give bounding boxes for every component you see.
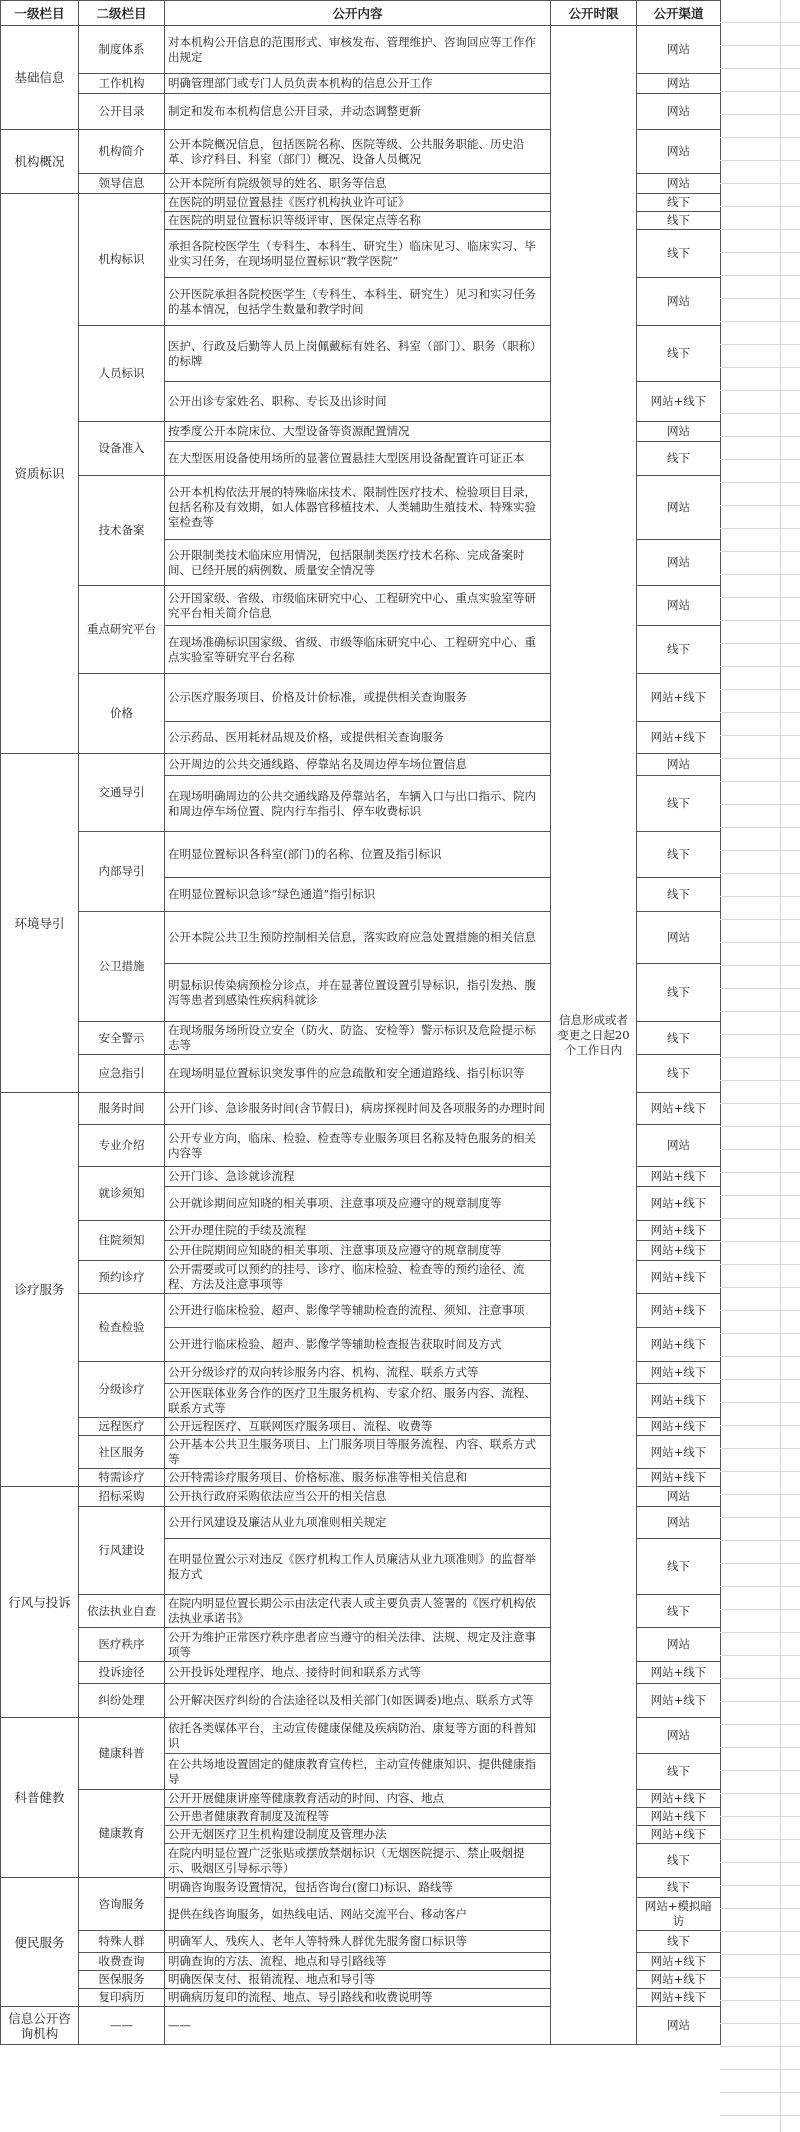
level2-cell: 就诊须知 [79,1167,165,1221]
content-cell: 公开就诊期间应知晓的相关事项、注意事项及应遵守的规章制度等 [165,1187,551,1221]
level2-cell: 交通导引 [79,754,165,832]
content-cell: 在医院的明显位置悬挂《医疗机构执业许可证》 [165,194,551,212]
channel-cell: 网站+线下 [637,1971,721,1989]
content-cell: 公开为维护正常医疗秩序患者应当遵守的相关法律、法规、规定及注意事项等 [165,1628,551,1662]
channel-cell: 网站+线下 [637,1241,721,1261]
content-cell: 公开本机构依法开展的特殊临床技术、限制性医疗技术、检验项目目录，包括名称及有效期，如人体器官移植技术、人类辅助生殖技术、特殊实验室检查等 [165,476,551,540]
level2-cell: 机构简介 [79,130,165,174]
content-cell: 在明显位置标识各科室(部门)的名称、位置及指引标识 [165,832,551,878]
channel-cell: 线下 [637,326,721,382]
header-timing: 公开时限 [551,1,637,26]
channel-cell: 网站 [637,1507,721,1539]
channel-cell: 网站 [637,586,721,626]
channel-cell: 线下 [637,212,721,230]
level2-cell: 检查检验 [79,1294,165,1362]
channel-cell: 线下 [637,1595,721,1628]
level2-cell: 收费查询 [79,1953,165,1971]
content-cell: 在公共场地设置固定的健康教育宣传栏，主动宣传健康知识、提供健康指导 [165,1754,551,1790]
level2-cell: 健康科普 [79,1718,165,1790]
content-cell: 对本机构公开信息的范围形式、审核发布、管理维护、咨询回应等工作作出规定 [165,26,551,74]
content-cell: 提供在线咨询服务，如热线电话、网站交流平台、移动客户 [165,1898,551,1931]
content-cell: 按季度公开本院床位、大型设备等资源配置情况 [165,422,551,442]
level2-cell: 安全警示 [79,1022,165,1055]
channel-cell: 网站 [637,422,721,442]
level2-cell: 住院须知 [79,1221,165,1261]
channel-cell: 网站 [637,754,721,776]
level2-cell: 技术备案 [79,476,165,586]
content-cell: 在院内明显位置长期公示由法定代表人或主要负责人签署的《医疗机构依法执业承诺书》 [165,1595,551,1628]
content-cell: 公开远程医疗、互联网医疗服务项目、流程、收费等 [165,1418,551,1436]
level2-cell: 专业介绍 [79,1125,165,1167]
content-cell: 在大型医用设备使用场所的显著位置悬挂大型医用设备配置许可证正本 [165,442,551,476]
level2-cell: 纠纷处理 [79,1684,165,1718]
level2-cell: 行风建设 [79,1507,165,1595]
channel-cell: 网站 [637,74,721,94]
content-cell: 在现场明确周边的公共交通线路及停靠站名，车辆入口与出口指示、院内和周边停车场位置、院内行车指引、停车收费标识 [165,776,551,832]
content-cell: 公开行风建设及廉洁从业九项准则相关规定 [165,1507,551,1539]
channel-cell: 线下 [637,964,721,1022]
content-cell: 公开本院公共卫生预防控制相关信息，落实政府应急处置措施的相关信息 [165,912,551,964]
content-cell: 公开医院承担各院校医学生（专科生、本科生、研究生）见习和实习任务的基本情况，包括学生数量和教学时间 [165,278,551,326]
level2-cell: 公卫措施 [79,912,165,1022]
content-cell: 公开专业方向，临床、检验、检查等专业服务项目名称及特色服务的相关内容等 [165,1125,551,1167]
level2-cell: 公开目录 [79,94,165,130]
channel-cell: 网站 [637,1718,721,1754]
content-cell: 公开进行临床检验、超声、影像学等辅助检查的流程、须知、注意事项 [165,1294,551,1328]
channel-cell: 网站+线下 [637,1328,721,1362]
content-cell: 公开办理住院的手续及流程 [165,1221,551,1241]
level2-cell: 复印病历 [79,1989,165,2007]
content-cell: 明确咨询服务设置情况，包括咨询台(窗口)标识、路线等 [165,1878,551,1898]
channel-cell: 网站 [637,26,721,74]
channel-cell: 网站+线下 [637,1436,721,1469]
level2-cell: 内部导引 [79,832,165,912]
channel-cell: 网站+线下 [637,1362,721,1384]
level2-cell: 制度体系 [79,26,165,74]
level2-cell: 预约诊疗 [79,1261,165,1294]
channel-cell: 线下 [637,1055,721,1093]
channel-cell: 线下 [637,1878,721,1898]
channel-cell: 网站+线下 [637,1826,721,1844]
channel-cell: 线下 [637,626,721,674]
level2-cell: 领导信息 [79,174,165,194]
content-cell: 公开进行临床检验、超声、影像学等辅助检查报告获取时间及方式 [165,1328,551,1362]
channel-cell: 网站+线下 [637,1187,721,1221]
channel-cell: 线下 [637,832,721,878]
level2-cell: 机构标识 [79,194,165,326]
header-level1: 一级栏目 [1,1,79,26]
channel-cell: 网站 [637,278,721,326]
header-content: 公开内容 [165,1,551,26]
level1-cell: 诊疗服务 [1,1093,79,1487]
content-cell: 公开住院期间应知晓的相关事项、注意事项及应遵守的规章制度等 [165,1241,551,1261]
content-cell: 公开本院所有院级领导的姓名、职务等信息 [165,174,551,194]
channel-cell: 网站+线下 [637,1167,721,1187]
level2-cell: 咨询服务 [79,1878,165,1931]
channel-cell: 网站+线下 [637,1384,721,1418]
level1-cell: 信息公开咨询机构 [1,2007,79,2045]
channel-cell: 线下 [637,1539,721,1595]
channel-cell: 网站 [637,912,721,964]
timing-cell: 信息形成或者变更之日起20个工作日内 [551,26,637,2045]
level2-cell: 设备准入 [79,422,165,476]
channel-cell: 线下 [637,230,721,278]
level2-cell: 价格 [79,674,165,754]
level2-cell: 重点研究平台 [79,586,165,674]
channel-cell: 网站+线下 [637,722,721,754]
content-cell: 公开门诊、急诊就诊流程 [165,1167,551,1187]
channel-cell: 网站+线下 [637,1989,721,2007]
channel-cell: 网站+线下 [637,1469,721,1487]
content-cell: 公开执行政府采购依法应当公开的相关信息 [165,1487,551,1507]
channel-cell: 网站+线下 [637,1418,721,1436]
content-cell: 依托各类媒体平台，主动宣传健康保健及疾病防治、康复等方面的科普知识 [165,1718,551,1754]
content-cell: 公开投诉处理程序、地点、接待时间和联系方式等 [165,1662,551,1684]
content-cell: 公开医联体业务合作的医疗卫生服务机构、专家介绍、服务内容、流程、联系方式等 [165,1384,551,1418]
channel-cell: 网站 [637,1125,721,1167]
content-cell: 明确管理部门或专门人员负责本机构的信息公开工作 [165,74,551,94]
content-cell: 公开限制类技术临床应用情况，包括限制类医疗技术名称、完成备案时间、已经开展的病例数、质量安全情况等 [165,540,551,586]
channel-cell: 网站+线下 [637,1684,721,1718]
level2-cell: 分级诊疗 [79,1362,165,1418]
level1-cell: 便民服务 [1,1878,79,2007]
channel-cell: 网站 [637,2007,721,2045]
content-cell: 公开周边的公共交通线路、停靠站名及周边停车场位置信息 [165,754,551,776]
channel-cell: 线下 [637,1754,721,1790]
content-cell: 在现场明显位置标识突发事件的应急疏散和安全通道路线、指引标识等 [165,1055,551,1093]
channel-cell: 网站+模拟暗访 [637,1898,721,1931]
content-cell: 公开开展健康讲座等健康教育活动的时间、内容、地点 [165,1790,551,1808]
content-cell: 在院内明显位置广泛张贴或摆放禁烟标识（无烟医院提示、禁止吸烟提示、吸烟区引导标示等） [165,1844,551,1878]
channel-cell: 网站+线下 [637,1662,721,1684]
channel-cell: 网站 [637,1628,721,1662]
content-cell: 公开本院概况信息，包括医院名称、医院等级、公共服务职能、历史沿革、诊疗科目、科室（部门）概况、设备人员概况 [165,130,551,174]
channel-cell: 线下 [637,1844,721,1878]
table-body [1,26,721,2045]
content-cell: 公开特需诊疗服务项目、价格标准、服务标准等相关信息和 [165,1469,551,1487]
channel-cell: 网站 [637,476,721,540]
content-cell: 公开出诊专家姓名、职称、专长及出诊时间 [165,382,551,422]
content-cell: 明确查询的方法、流程、地点和导引路线等 [165,1953,551,1971]
empty-grid-area [720,0,800,2132]
level2-cell: 医保服务 [79,1971,165,1989]
channel-cell: 网站+线下 [637,1093,721,1125]
channel-cell: 线下 [637,878,721,912]
content-cell: 明确军人、残疾人、老年人等特殊人群优先服务窗口标识等 [165,1931,551,1953]
channel-cell: 线下 [637,776,721,832]
content-cell: 公开需要或可以预约的挂号、诊疗、临床检验、检查等的预约途径、流程、方法及注意事项等 [165,1261,551,1294]
channel-cell: 网站 [637,1487,721,1507]
level2-cell: 应急指引 [79,1055,165,1093]
header-channel: 公开渠道 [637,1,721,26]
level2-cell: 人员标识 [79,326,165,422]
content-cell: 在现场准确标识国家级、省级、市级等临床研究中心、工程研究中心、重点实验室等研究平台名称 [165,626,551,674]
content-cell: 公开患者健康教育制度及流程等 [165,1808,551,1826]
channel-cell: 网站+线下 [637,382,721,422]
content-cell: 明确病历复印的流程、地点、导引路线和收费说明等 [165,1989,551,2007]
level1-cell: 资质标识 [1,194,79,754]
channel-cell: 网站 [637,540,721,586]
level2-cell: 依法执业自查 [79,1595,165,1628]
channel-cell: 网站+线下 [637,1790,721,1808]
content-cell: 明显标识传染病预检分诊点，并在显著位置设置引导标识，指引发热、腹泻等患者到感染性疾病科就诊 [165,964,551,1022]
level2-cell: 特需诊疗 [79,1469,165,1487]
channel-cell: 网站+线下 [637,1808,721,1826]
content-cell: 公开解决医疗纠纷的合法途径以及相关部门(如医调委)地点、联系方式等 [165,1684,551,1718]
content-cell: 在医院的明显位置标识等级评审、医保定点等名称 [165,212,551,230]
table-row [1,26,721,74]
content-cell: 公开基本公共卫生服务项目、上门服务项目等服务流程、内容、联系方式等 [165,1436,551,1469]
channel-cell: 网站+线下 [637,1261,721,1294]
level2-cell: 医疗秩序 [79,1628,165,1662]
channel-cell: 网站+线下 [637,1221,721,1241]
channel-cell: 线下 [637,194,721,212]
content-cell: 明确医保支付、报销流程、地点和导引等 [165,1971,551,1989]
channel-cell: 线下 [637,442,721,476]
content-cell: 制定和发布本机构信息公开目录，并动态调整更新 [165,94,551,130]
channel-cell: 网站 [637,94,721,130]
content-cell: 医护、行政及后勤等人员上岗佩戴标有姓名、科室（部门）、职务（职称）的标牌 [165,326,551,382]
content-cell: 公开分级诊疗的双向转诊服务内容、机构、流程、联系方式等 [165,1362,551,1384]
level1-cell: 环境导引 [1,754,79,1093]
header-level2: 二级栏目 [79,1,165,26]
channel-cell: 网站+线下 [637,674,721,722]
content-cell: —— [165,2007,551,2045]
channel-cell: 网站+线下 [637,1953,721,1971]
level1-cell: 科普健教 [1,1718,79,1878]
level2-cell: 特殊人群 [79,1931,165,1953]
content-cell: 公开门诊、急诊服务时间(含节假日)，病房探视时间及各项服务的办理时间 [165,1093,551,1125]
content-cell: 公开无烟医疗卫生机构建设制度及管理办法 [165,1826,551,1844]
level1-cell: 基础信息 [1,26,79,130]
level2-cell: 服务时间 [79,1093,165,1125]
channel-cell: 网站 [637,174,721,194]
level1-cell: 机构概况 [1,130,79,194]
content-cell: 公示医疗服务项目、价格及计价标准，或提供相关查询服务 [165,674,551,722]
level2-cell: 投诉途径 [79,1662,165,1684]
level2-cell: 工作机构 [79,74,165,94]
content-cell: 在现场服务场所设立安全（防火、防盗、安检等）警示标识及危险提示标志等 [165,1022,551,1055]
content-cell: 公示药品、医用耗材品规及价格，或提供相关查询服务 [165,722,551,754]
level2-cell: 健康教育 [79,1790,165,1878]
level1-cell: 行风与投诉 [1,1487,79,1718]
content-cell: 在明显位置标识急诊“绿色通道”指引标识 [165,878,551,912]
channel-cell: 线下 [637,1931,721,1953]
content-cell: 承担各院校医学生（专科生、本科生、研究生）临床见习、临床实习、毕业实习任务，在现场明显位置标识“教学医院” [165,230,551,278]
content-cell: 公开国家级、省级、市级临床研究中心、工程研究中心、重点实验室等研究平台相关简介信息 [165,586,551,626]
header-row [1,1,721,26]
level2-cell: 远程医疗 [79,1418,165,1436]
level2-cell: —— [79,2007,165,2045]
channel-cell: 线下 [637,1022,721,1055]
content-cell: 在明显位置公示对违反《医疗机构工作人员廉洁从业九项准则》的监督举报方式 [165,1539,551,1595]
channel-cell: 网站+线下 [637,1294,721,1328]
level2-cell: 招标采购 [79,1487,165,1507]
channel-cell: 网站 [637,130,721,174]
level2-cell: 社区服务 [79,1436,165,1469]
